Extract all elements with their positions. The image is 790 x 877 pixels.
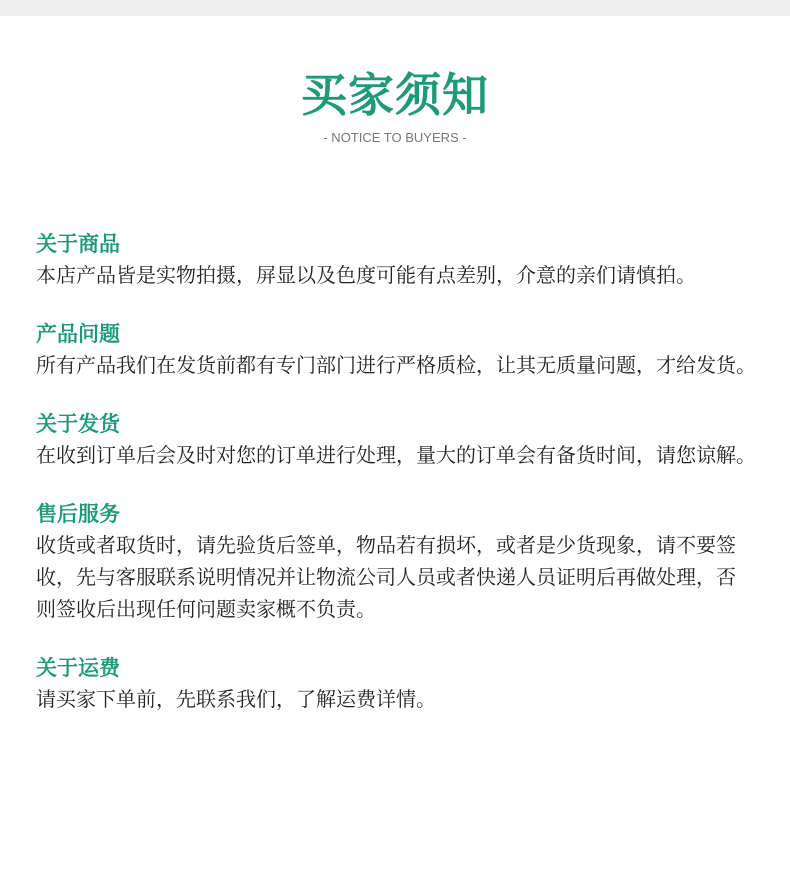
section-body: 请买家下单前，先联系我们，了解运费详情。 [36, 687, 436, 711]
section-quality [36, 319, 756, 381]
page-title: 买家须知 [301, 68, 489, 122]
section-heading: 关于商品 [36, 232, 120, 256]
section-freight [36, 653, 756, 715]
section-body: 所有产品我们在发货前都有专门部门进行严格质检，让其无质量问题，才给发货。 [36, 353, 756, 377]
page-subtitle: - NOTICE TO BUYERS - [323, 130, 467, 145]
section-heading: 售后服务 [36, 502, 120, 526]
section-body: 在收到订单后会及时对您的订单进行处理，量大的订单会有备货时间，请您谅解。 [36, 443, 756, 467]
notice-header [0, 66, 790, 145]
section-heading: 关于运费 [36, 656, 120, 680]
top-band [0, 0, 790, 16]
section-body: 收货或者取货时，请先验货后签单，物品若有损坏，或者是少货现象，请不要签收，先与客服联系说明情况并让物流公司人员或者快递人员证明后再做处理，否 则签收后出现任何问题卖家概不负责。 [36, 533, 736, 621]
section-heading: 产品问题 [36, 322, 120, 346]
section-after-sales [36, 499, 756, 625]
section-product [36, 229, 756, 291]
section-shipping [36, 409, 756, 471]
section-heading: 关于发货 [36, 412, 120, 436]
section-body: 本店产品皆是实物拍摄，屏显以及色度可能有点差别，介意的亲们请慎拍。 [36, 263, 696, 287]
notice-sections [36, 229, 756, 743]
